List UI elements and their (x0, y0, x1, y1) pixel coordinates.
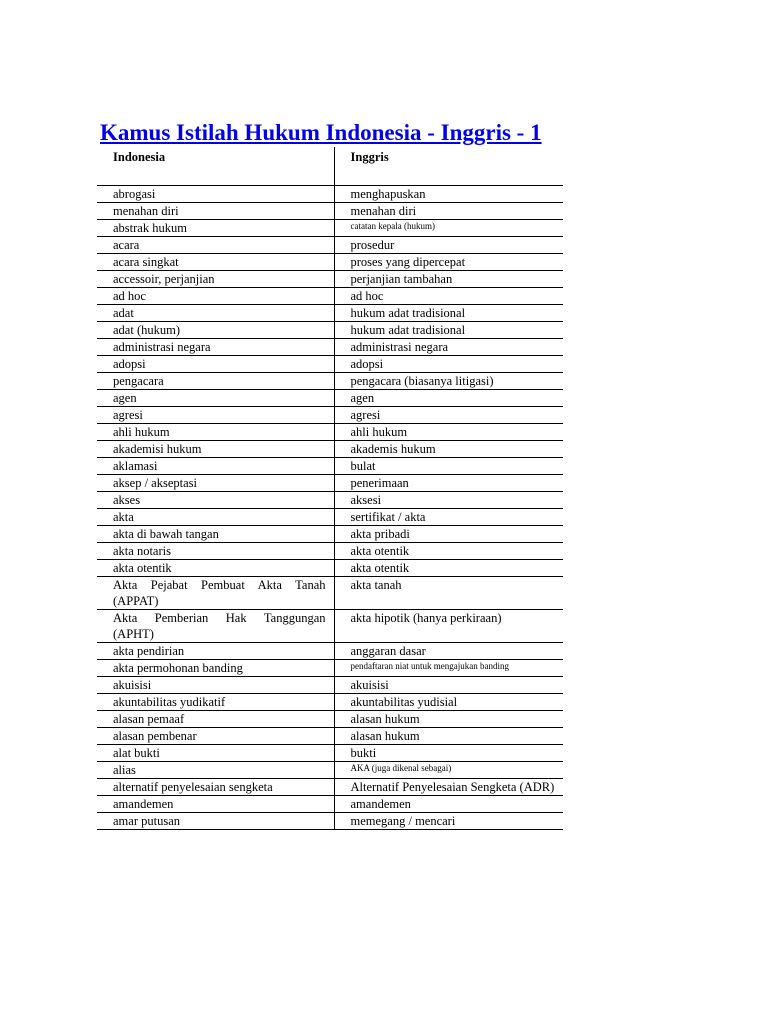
term-indonesia: agen (97, 390, 334, 407)
table-row (97, 203, 563, 220)
term-indonesia: akta di bawah tangan (97, 526, 334, 543)
term-indonesia: akuntabilitas yudikatif (97, 694, 334, 711)
table-row (97, 373, 563, 390)
term-indonesia: adat (97, 305, 334, 322)
term-inggris: Alternatif Penyelesaian Sengketa (ADR) (334, 779, 563, 796)
table-row (97, 762, 563, 779)
term-indonesia: administrasi negara (97, 339, 334, 356)
table-row (97, 643, 563, 660)
column-header-indonesia: Indonesia (97, 147, 334, 186)
table-header-row (97, 147, 563, 186)
table-row (97, 779, 563, 796)
term-inggris: alasan hukum (334, 711, 563, 728)
term-inggris: akademis hukum (334, 441, 563, 458)
table-row (97, 220, 563, 237)
term-indonesia: abstrak hukum (97, 220, 334, 237)
table-row (97, 610, 563, 643)
term-inggris: akta pribadi (334, 526, 563, 543)
term-inggris: akta otentik (334, 560, 563, 577)
term-indonesia: abrogasi (97, 186, 334, 203)
table-row (97, 271, 563, 288)
table-row (97, 458, 563, 475)
table-row (97, 186, 563, 203)
table-row (97, 560, 563, 577)
term-indonesia: alat bukti (97, 745, 334, 762)
term-indonesia: menahan diri (97, 203, 334, 220)
table-row (97, 509, 563, 526)
table-row (97, 745, 563, 762)
term-indonesia: akta notaris (97, 543, 334, 560)
term-indonesia: akta otentik (97, 560, 334, 577)
term-indonesia: adat (hukum) (97, 322, 334, 339)
term-inggris: adopsi (334, 356, 563, 373)
table-row (97, 475, 563, 492)
term-indonesia: akuisisi (97, 677, 334, 694)
table-row (97, 237, 563, 254)
term-inggris: penerimaan (334, 475, 563, 492)
table-row (97, 305, 563, 322)
term-inggris: akta tanah (334, 577, 563, 610)
term-inggris: anggaran dasar (334, 643, 563, 660)
table-row (97, 728, 563, 745)
table-row (97, 254, 563, 271)
table-row (97, 407, 563, 424)
table-row (97, 441, 563, 458)
term-indonesia: aklamasi (97, 458, 334, 475)
term-indonesia: ahli hukum (97, 424, 334, 441)
term-indonesia: acara (97, 237, 334, 254)
table-row (97, 288, 563, 305)
term-indonesia: acara singkat (97, 254, 334, 271)
term-indonesia: akta permohonan banding (97, 660, 334, 677)
term-indonesia: adopsi (97, 356, 334, 373)
term-inggris: menahan diri (334, 203, 563, 220)
term-indonesia: akta pendirian (97, 643, 334, 660)
term-indonesia: alasan pemaaf (97, 711, 334, 728)
term-indonesia: alternatif penyelesaian sengketa (97, 779, 334, 796)
term-inggris: perjanjian tambahan (334, 271, 563, 288)
term-inggris: hukum adat tradisional (334, 322, 563, 339)
term-indonesia: amandemen (97, 796, 334, 813)
term-indonesia: aksep / akseptasi (97, 475, 334, 492)
term-inggris: menghapuskan (334, 186, 563, 203)
term-inggris: akta otentik (334, 543, 563, 560)
term-inggris: bulat (334, 458, 563, 475)
table-row (97, 356, 563, 373)
term-indonesia: Akta Pejabat Pembuat Akta Tanah (APPAT) (97, 577, 334, 610)
term-inggris: proses yang dipercepat (334, 254, 563, 271)
term-indonesia: akta (97, 509, 334, 526)
term-inggris: hukum adat tradisional (334, 305, 563, 322)
term-indonesia: accessoir, perjanjian (97, 271, 334, 288)
term-indonesia: akses (97, 492, 334, 509)
term-inggris: bukti (334, 745, 563, 762)
table-row (97, 577, 563, 610)
term-inggris: memegang / mencari (334, 813, 563, 830)
term-inggris: akuisisi (334, 677, 563, 694)
term-inggris: pengacara (biasanya litigasi) (334, 373, 563, 390)
term-inggris: administrasi negara (334, 339, 563, 356)
term-indonesia: ad hoc (97, 288, 334, 305)
table-row (97, 677, 563, 694)
term-inggris: akta hipotik (hanya perkiraan) (334, 610, 563, 643)
term-inggris: AKA (juga dikenal sebagai) (334, 762, 563, 779)
term-inggris: sertifikat / akta (334, 509, 563, 526)
term-inggris: agresi (334, 407, 563, 424)
term-inggris: pendaftaran niat untuk mengajukan banding (334, 660, 563, 677)
term-indonesia: agresi (97, 407, 334, 424)
term-inggris: agen (334, 390, 563, 407)
table-row (97, 526, 563, 543)
table-row (97, 390, 563, 407)
table-row (97, 711, 563, 728)
term-indonesia: amar putusan (97, 813, 334, 830)
term-inggris: aksesi (334, 492, 563, 509)
term-indonesia: alias (97, 762, 334, 779)
table-row (97, 424, 563, 441)
term-inggris: amandemen (334, 796, 563, 813)
term-indonesia: akademisi hukum (97, 441, 334, 458)
glossary-rows (97, 186, 563, 830)
term-inggris: akuntabilitas yudisial (334, 694, 563, 711)
page-title-link[interactable]: Kamus Istilah Hukum Indonesia - Inggris - 1 (100, 120, 542, 145)
term-inggris: ad hoc (334, 288, 563, 305)
table-row (97, 492, 563, 509)
term-inggris: alasan hukum (334, 728, 563, 745)
table-row (97, 813, 563, 830)
table-row (97, 694, 563, 711)
table-row (97, 796, 563, 813)
term-inggris: catatan kepala (hukum) (334, 220, 563, 237)
term-inggris: prosedur (334, 237, 563, 254)
table-row (97, 543, 563, 560)
column-header-inggris: Inggris (334, 147, 563, 186)
term-indonesia: Akta Pemberian Hak Tanggungan (APHT) (97, 610, 334, 643)
term-indonesia: alasan pembenar (97, 728, 334, 745)
table-row (97, 322, 563, 339)
term-indonesia: pengacara (97, 373, 334, 390)
table-row (97, 339, 563, 356)
table-row (97, 660, 563, 677)
glossary-table (97, 147, 563, 830)
term-inggris: ahli hukum (334, 424, 563, 441)
